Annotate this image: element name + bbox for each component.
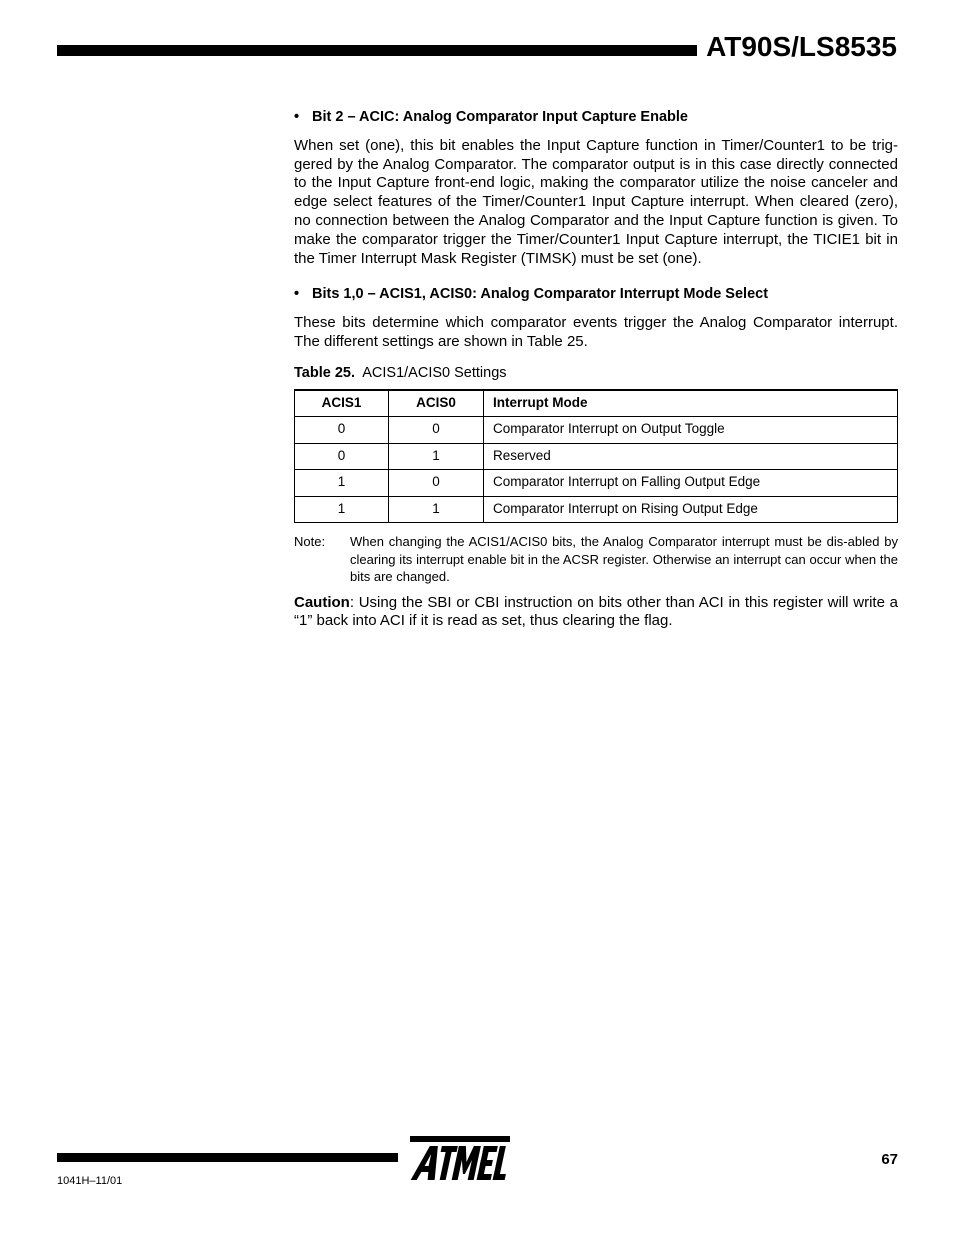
table-header-row — [295, 390, 898, 417]
cell-acis0: 1 — [389, 443, 484, 470]
section-heading-acis: • Bits 1,0 – ACIS1, ACIS0: Analog Comparator Interrupt Mode Select — [294, 286, 769, 303]
footer-rule — [57, 1153, 398, 1162]
document-code: 1041H–11/01 — [57, 1175, 123, 1187]
table-row — [295, 496, 898, 523]
column-header-interrupt-mode: Interrupt Mode — [484, 390, 898, 417]
column-header-acis0: ACIS0 — [389, 390, 484, 417]
page-title: AT90S/LS8535 — [706, 31, 897, 62]
caution-text: : Using the SBI or CBI instruction on bits other than ACI in this register will write a “1” back into ACI if it is read as set, thus clearing the flag. — [294, 593, 898, 630]
table-note — [294, 533, 898, 586]
bullet-icon: • — [294, 286, 300, 303]
acis-settings-table — [294, 389, 898, 524]
caution-paragraph — [294, 594, 898, 632]
caution-label: Caution — [294, 593, 350, 611]
cell-acis0: 1 — [389, 496, 484, 523]
table-row — [295, 470, 898, 497]
main-content — [294, 108, 898, 631]
cell-acis1: 0 — [295, 417, 389, 444]
cell-acis1: 0 — [295, 443, 389, 470]
cell-interrupt-mode: Reserved — [484, 443, 898, 470]
cell-acis1: 1 — [295, 496, 389, 523]
cell-acis0: 0 — [389, 470, 484, 497]
table-row — [295, 443, 898, 470]
cell-acis1: 1 — [295, 470, 389, 497]
section-body-acic: When set (one), this bit enables the Input Capture function in Timer/Counter1 to be trig-gered by the Analog Comparator. The comparator output is in this case directly connected to the Input Capture front-end logic, making the comparator utilize the noise canceler and edge select features of the Timer/Counter1 Input Capture interrupt. When cleared (zero), no connection between the Analog Comparator and the Input Capture function is given. To make the comparator trigger the Timer/Counter1 Input Capture interrupt, the TICIE1 bit in the Timer Interrupt Mask Register (TIMSK) must be set (one). — [294, 136, 898, 267]
note-text: When changing the ACIS1/ACIS0 bits, the Analog Comparator interrupt must be dis-abled by clearing its interrupt enable bit in the ACSR register. Otherwise an interrupt can occur when the bits are changed. — [350, 534, 898, 585]
section-heading-acic: • Bit 2 – ACIC: Analog Comparator Input Capture Enable — [294, 109, 688, 125]
note-label: Note: — [294, 534, 326, 550]
cell-interrupt-mode: Comparator Interrupt on Rising Output Edge — [484, 496, 898, 523]
atmel-logo-icon — [410, 1136, 510, 1184]
table-row — [295, 417, 898, 444]
cell-acis0: 0 — [389, 417, 484, 444]
cell-interrupt-mode: Comparator Interrupt on Output Toggle — [484, 417, 898, 444]
section-body-acis: These bits determine which comparator events trigger the Analog Comparator interrupt. The different settings are shown in Table 25. — [294, 314, 898, 350]
page-number: 67 — [881, 1151, 898, 1168]
bullet-icon: • — [294, 109, 300, 125]
cell-interrupt-mode: Comparator Interrupt on Falling Output Edge — [484, 470, 898, 497]
header-rule — [57, 45, 697, 56]
column-header-acis1: ACIS1 — [295, 390, 389, 417]
table-caption: Table 25. ACIS1/ACIS0 Settings — [294, 364, 507, 381]
